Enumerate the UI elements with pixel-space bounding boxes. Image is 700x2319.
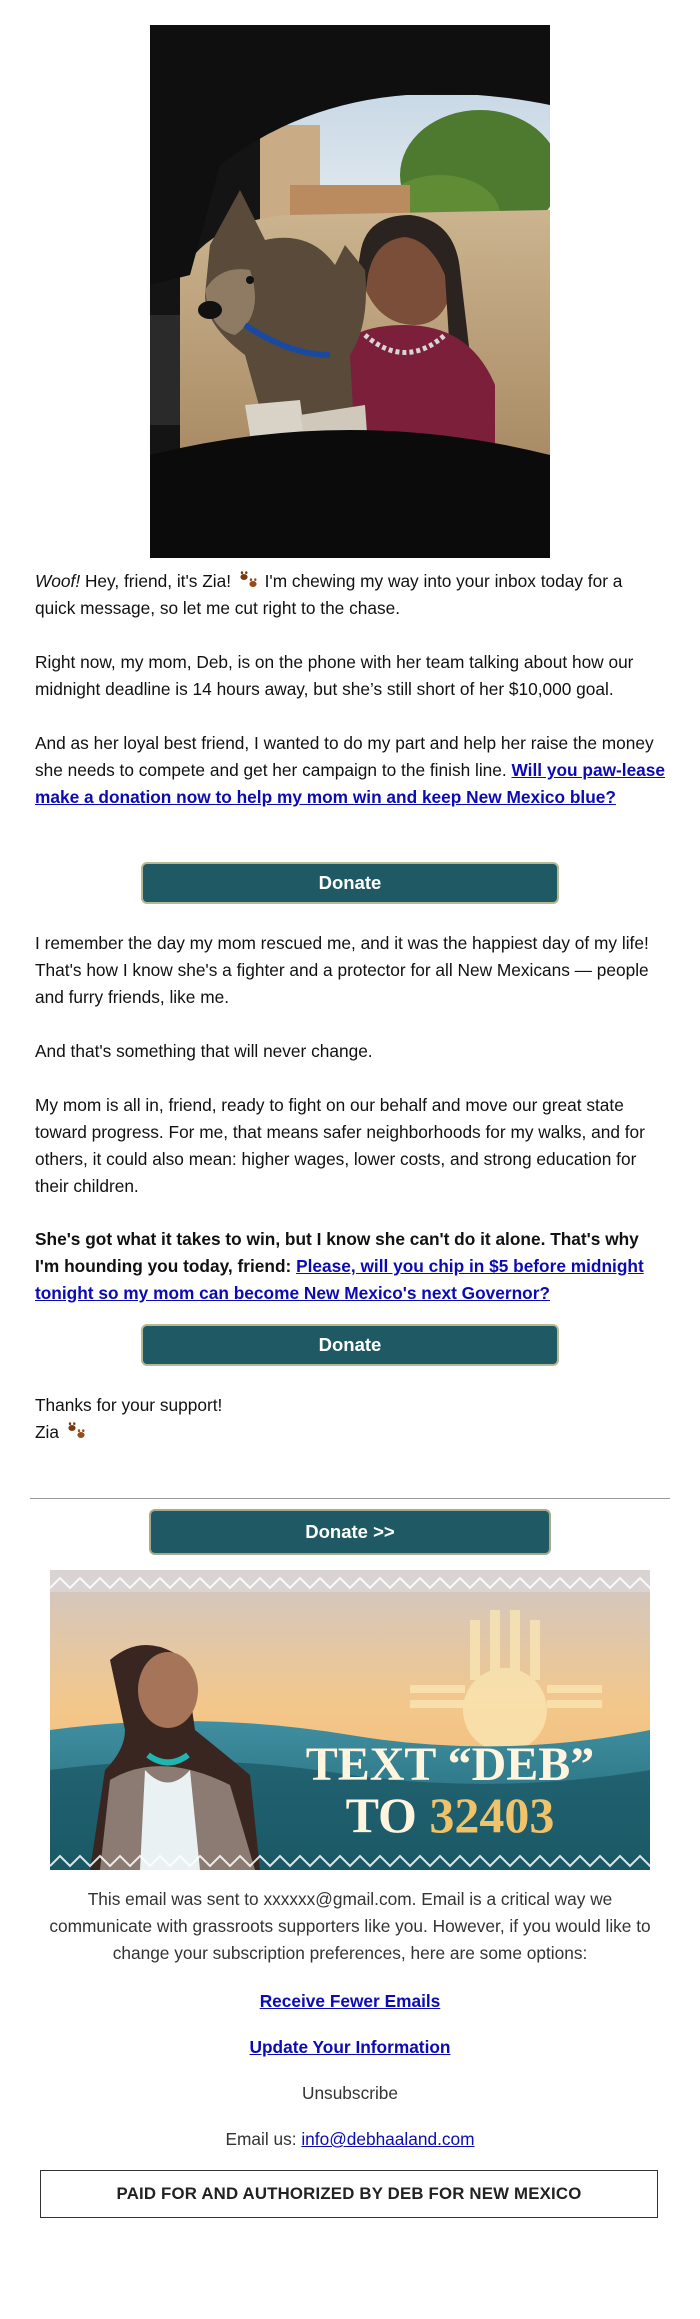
fewer-emails-link[interactable]: Receive Fewer Emails	[259, 1991, 441, 2011]
section-divider	[30, 1498, 670, 1499]
never-change-paragraph: And that's something that will never change.	[35, 1041, 373, 1061]
donate-button[interactable]: Donate	[141, 862, 559, 904]
all-in-paragraph: My mom is all in, friend, ready to fight on our behalf and move our great state toward progress. For me, that means safer neighborhoods for my walks, and for others, it could also mean: higher wages, lower costs, and strong education for their children.	[35, 1095, 645, 1196]
hero-photo	[150, 25, 550, 558]
deadline-paragraph: Right now, my mom, Deb, is on the phone with her team talking about how our midnight deadline is 14 hours away, but she’s still short of her $10,000 goal.	[35, 652, 634, 699]
donation-ask-link[interactable]: Will you paw-lease make a donation now to help my mom win and keep New Mexico blue?	[35, 760, 666, 807]
footer-notice: This email was sent to xxxxxx@gmail.com. Email is a critical way we communicate with grassroots supporters like you. However, if you would like to change your subscription preferences, here are some options:	[49, 1889, 651, 1963]
contact-line	[40, 2126, 660, 2153]
paw-prints-icon	[66, 1421, 88, 1441]
ask-paragraph	[35, 730, 665, 811]
signoff	[35, 1392, 665, 1446]
text-deb-banner[interactable]	[50, 1570, 650, 1870]
donate-arrow-button[interactable]: Donate >>	[149, 1509, 551, 1555]
greeting-text: Hey, friend, it's Zia!	[80, 571, 236, 591]
ask-text: And as her loyal best friend, I wanted to do my part and help her raise the money she needs to compete and get her campaign to the finish line.	[35, 733, 654, 780]
rescue-paragraph: I remember the day my mom rescued me, and it was the happiest day of my life! That's how I know she's a fighter and a protector for all New Mexicans — people and furry friends, like me.	[35, 933, 649, 1007]
intro-rest-text: I'm chewing my way into your inbox today for a quick message, so let me cut right to the chase.	[35, 571, 623, 618]
banner-line-2: TO 32403	[345, 1787, 555, 1843]
paw-prints-icon	[238, 570, 260, 590]
intro-paragraph	[35, 568, 665, 622]
chip-in-paragraph	[35, 1226, 665, 1307]
contact-email-link[interactable]: info@debhaaland.com	[301, 2129, 475, 2149]
signature-name: Zia	[35, 1422, 60, 1442]
chip-in-link[interactable]: Please, will you chip in $5 before midnight tonight so my mom can become New Mexico's next Governor?	[35, 1256, 644, 1303]
chip-in-text: She's got what it takes to win, but I know she can't do it alone. That's why I'm hounding you today, friend:	[35, 1229, 639, 1276]
update-info-link[interactable]: Update Your Information	[249, 2037, 451, 2057]
thanks-text: Thanks for your support!	[35, 1395, 223, 1415]
paid-for-disclaimer: PAID FOR AND AUTHORIZED BY DEB FOR NEW MEXICO	[40, 2170, 658, 2218]
woof-text: Woof!	[35, 571, 81, 591]
donate-button-secondary[interactable]: Donate	[141, 1324, 559, 1366]
email-label: Email us:	[225, 2129, 302, 2149]
banner-line-1: TEXT “DEB”	[305, 1738, 595, 1791]
unsubscribe-link[interactable]: Unsubscribe	[301, 2083, 399, 2103]
